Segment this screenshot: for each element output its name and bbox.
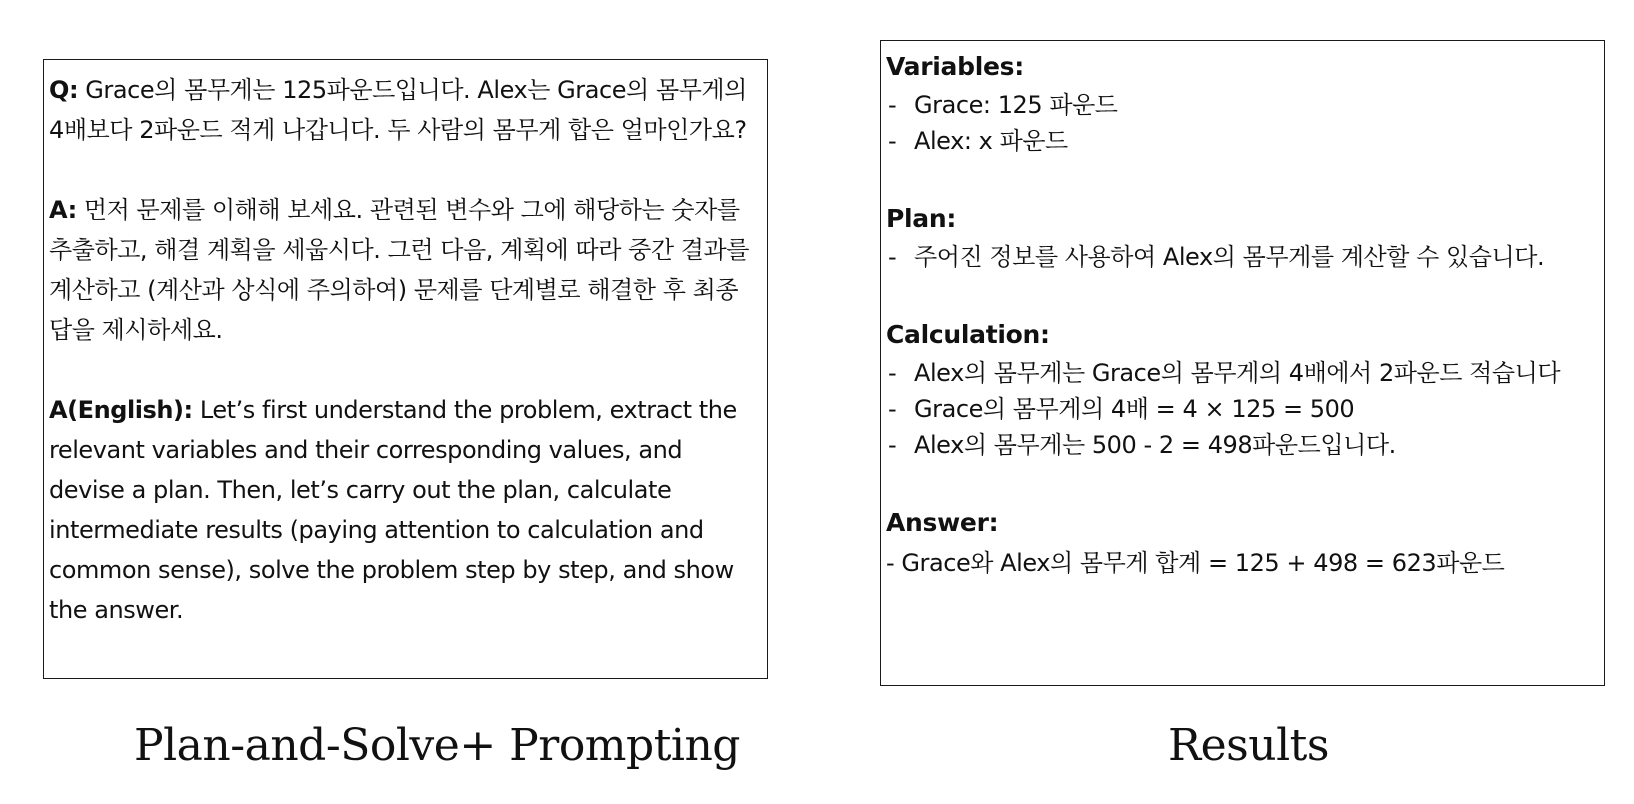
calculation-heading: Calculation: (886, 320, 1050, 349)
answer-label: A: (49, 196, 77, 224)
plan-item (886, 239, 1600, 275)
answer-heading: Answer: (886, 508, 999, 537)
answer-english-text: Let’s first understand the problem, extract the relevant variables and their corresponding values, and devise a plan. Then, let’s carry out the plan, calculate intermediate results (paying attention to calculation and common sense), solve the problem step by step, and show the answer. (49, 396, 737, 624)
answer-english-paragraph (49, 390, 763, 630)
bullet-dash: - (888, 431, 897, 459)
answer-text: - Grace와 Alex의 몸무게 합계 = 125 + 498 = 623파운드 (886, 549, 1505, 577)
variable-text: Alex: x 파운드 (914, 127, 1068, 155)
plan-heading: Plan: (886, 204, 957, 233)
variable-item (886, 123, 1600, 159)
variable-text: Grace: 125 파운드 (914, 91, 1118, 119)
bullet-dash: - (888, 359, 897, 387)
answer-korean-paragraph (49, 190, 763, 350)
calculation-item (886, 355, 1600, 391)
answer-korean-text: 먼저 문제를 이해해 보세요. 관련된 변수와 그에 해당하는 숫자를 추출하고, 해결 계획을 세웁시다. 그런 다음, 계획에 따라 중간 결과를 계산하고 (계산과 상식에 주의하여) 문제를 단계별로 해결한 후 최종 답을 제시하세요. (49, 196, 749, 344)
calculation-item (886, 427, 1600, 463)
calculation-item (886, 391, 1600, 427)
calculation-text: Alex의 몸무게는 Grace의 몸무게의 4배에서 2파운드 적습니다 (914, 359, 1561, 387)
prompt-panel (43, 59, 768, 679)
results-panel (880, 40, 1605, 686)
calculation-text: Alex의 몸무게는 500 - 2 = 498파운드입니다. (914, 431, 1396, 459)
question-text: Grace의 몸무게는 125파운드입니다. Alex는 Grace의 몸무게의 4배보다 2파운드 적게 나갑니다. 두 사람의 몸무게 합은 얼마인가요? (49, 76, 747, 144)
variables-heading: Variables: (886, 52, 1024, 81)
answer-english-label: A(English): (49, 396, 193, 424)
bullet-dash: - (888, 91, 897, 119)
bullet-dash: - (888, 243, 897, 271)
results-caption: Results (1168, 720, 1329, 771)
bullet-dash: - (888, 395, 897, 423)
calculation-text: Grace의 몸무게의 4배 = 4 × 125 = 500 (914, 395, 1355, 423)
prompting-caption: Plan-and-Solve+ Prompting (134, 720, 740, 771)
question-label: Q: (49, 76, 79, 104)
question-paragraph (49, 70, 763, 150)
variable-item (886, 87, 1600, 123)
bullet-dash: - (888, 127, 897, 155)
plan-text: 주어진 정보를 사용하여 Alex의 몸무게를 계산할 수 있습니다. (914, 243, 1545, 271)
